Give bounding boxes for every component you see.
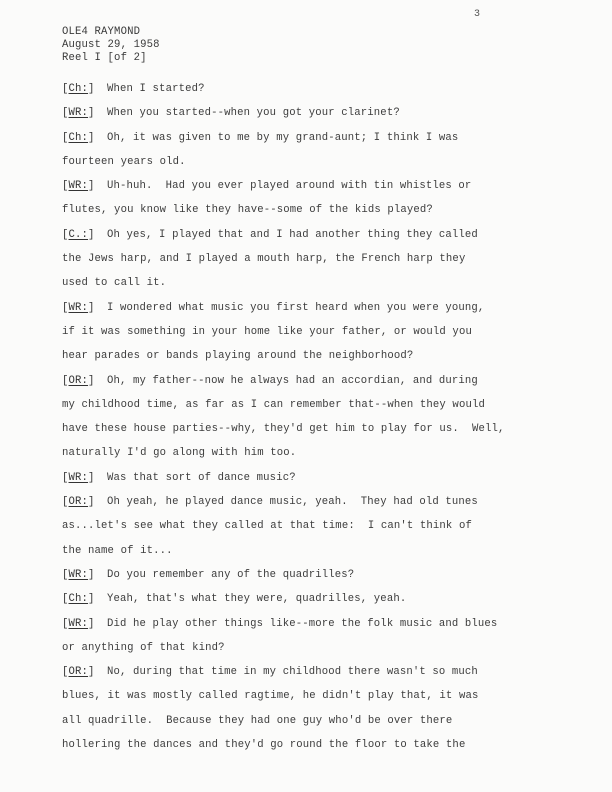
speaker-initials: WR: — [68, 301, 89, 314]
transcript-line — [62, 736, 562, 760]
transcript-line — [62, 663, 562, 687]
speaker-initials: WR: — [68, 180, 89, 193]
speaker-tag: [Ch:] — [62, 593, 95, 606]
speaker-tag: [Ch:] — [62, 83, 95, 95]
speaker-initials: WR: — [68, 471, 89, 484]
transcript-line — [62, 712, 562, 736]
transcript-text: Uh-huh. Had you ever played around with tin whistles or — [107, 180, 472, 193]
transcript-line — [62, 104, 562, 128]
transcript-text: hollering the dances and they'd go round the floor to take the — [62, 739, 466, 752]
interviewee-name: OLE4 RAYMOND — [62, 26, 141, 38]
speaker-tag: [OR:] — [62, 374, 95, 387]
transcript-text: I wondered what music you first heard when you were young, — [107, 301, 485, 314]
speaker-initials: Ch: — [68, 593, 89, 606]
transcript-line — [62, 153, 562, 177]
speaker-tag: [WR:] — [62, 568, 95, 581]
speaker-tag: [OR:] — [62, 666, 95, 679]
transcript-line — [62, 80, 562, 104]
transcript-text: Oh, my father--now he always had an accordian, and during — [107, 374, 478, 387]
transcript-text: or anything of that kind? — [62, 641, 225, 654]
transcript-text: the name of it... — [62, 544, 173, 557]
speaker-tag: [WR:] — [62, 301, 95, 314]
transcript-text: flutes, you know like they have--some of the kids played? — [62, 204, 433, 217]
transcript-text: Was that sort of dance music? — [107, 471, 296, 484]
transcript-text: used to call it. — [62, 277, 167, 290]
transcript-text: Oh yes, I played that and I had another thing they called — [107, 228, 478, 241]
transcript-text: When you started--when you got your clarinet? — [107, 107, 400, 120]
transcript-line — [62, 469, 562, 493]
reel-label: Reel I [of 2] — [62, 52, 147, 64]
transcript-line — [62, 493, 562, 517]
transcript-line — [62, 396, 562, 420]
transcript-line — [62, 517, 562, 541]
transcript-line — [62, 566, 562, 590]
transcript-text: Yeah, that's what they were, quadrilles, yeah. — [107, 593, 407, 606]
interview-date: August 29, 1958 — [62, 39, 160, 51]
transcript-text: all quadrille. Because they had one guy who'd be over there — [62, 714, 453, 727]
speaker-initials: Ch: — [68, 83, 89, 95]
transcript-line — [62, 299, 562, 323]
transcript-text: hear parades or bands playing around the neighborhood? — [62, 350, 414, 363]
speaker-initials: Ch: — [68, 131, 89, 144]
transcript-line — [62, 177, 562, 201]
transcript-line — [62, 420, 562, 444]
speaker-initials: OR: — [68, 496, 89, 509]
speaker-initials: OR: — [68, 374, 89, 387]
transcript-line — [62, 639, 562, 663]
speaker-tag: [WR:] — [62, 107, 95, 120]
speaker-initials: C.: — [68, 228, 89, 241]
transcript-text: No, during that time in my childhood there wasn't so much — [107, 666, 478, 679]
transcript-line — [62, 615, 562, 639]
transcript-line — [62, 323, 562, 347]
transcript-line — [62, 274, 562, 298]
transcript-line — [62, 687, 562, 711]
transcript-line — [62, 201, 562, 225]
transcript-body — [62, 80, 562, 760]
speaker-tag: [C.:] — [62, 228, 95, 241]
speaker-initials: WR: — [68, 568, 89, 581]
transcript-text: fourteen years old. — [62, 155, 186, 168]
speaker-initials: OR: — [68, 666, 89, 679]
transcript-text: Oh, it was given to me by my grand-aunt; I think I was — [107, 131, 459, 144]
transcript-line — [62, 542, 562, 566]
speaker-tag: [WR:] — [62, 180, 95, 193]
speaker-tag: [WR:] — [62, 471, 95, 484]
transcript-text: Do you remember any of the quadrilles? — [107, 568, 355, 581]
speaker-initials: WR: — [68, 617, 89, 630]
transcript-text: the Jews harp, and I played a mouth harp, the French harp they — [62, 253, 466, 266]
speaker-tag: [WR:] — [62, 617, 95, 630]
transcript-line — [62, 590, 562, 614]
document-header — [62, 26, 160, 65]
transcript-line — [62, 347, 562, 371]
transcript-text: as...let's see what they called at that time: I can't think of — [62, 520, 472, 533]
transcript-text: When I started? — [107, 83, 205, 95]
speaker-tag: [Ch:] — [62, 131, 95, 144]
page-number: 3 — [474, 9, 481, 20]
transcript-text: Oh yeah, he played dance music, yeah. They had old tunes — [107, 496, 478, 509]
transcript-line — [62, 372, 562, 396]
transcript-text: naturally I'd go along with him too. — [62, 447, 297, 460]
transcript-line — [62, 129, 562, 153]
transcript-text: my childhood time, as far as I can remember that--when they would — [62, 398, 485, 411]
speaker-tag: [OR:] — [62, 496, 95, 509]
transcript-line — [62, 250, 562, 274]
transcript-text: blues, it was mostly called ragtime, he didn't play that, it was — [62, 690, 479, 703]
transcript-text: if it was something in your home like your father, or would you — [62, 325, 472, 338]
transcript-line — [62, 226, 562, 250]
speaker-initials: WR: — [68, 107, 89, 120]
transcript-text: have these house parties--why, they'd get him to play for us. Well, — [62, 423, 505, 436]
transcript-text: Did he play other things like--more the folk music and blues — [107, 617, 498, 630]
transcript-line — [62, 444, 562, 468]
